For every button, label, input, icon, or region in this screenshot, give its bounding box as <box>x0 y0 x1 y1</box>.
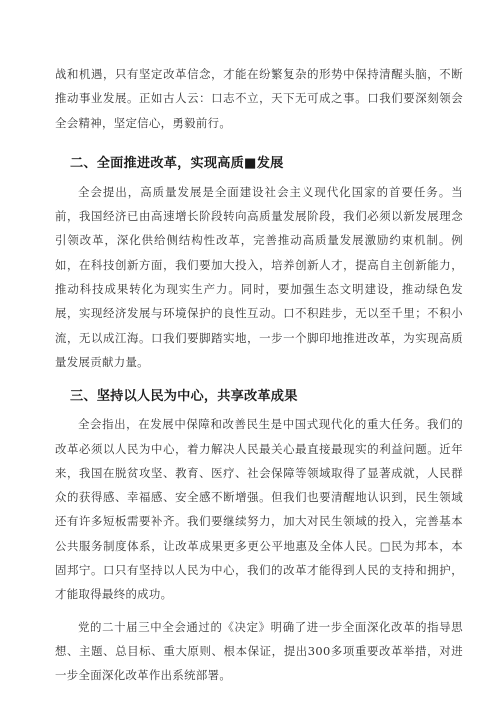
paragraph-people-centered: 全会指出，在发展中保障和改善民生是中国式现代化的重大任务。我们的改革必须以人民为中心，着力解决人民最关心最直接最现实的利益问题。近年来，我国在脱贫攻坚、教育、医疗、社会保障等领域取得了显著成就，人民群众的获得感、幸福感、安全感不断增强。但我们也要清醒地认识到，民生领域还有许多短板需要补齐。我们要继续努力，加大对民生领域的投入，完善基本公共服务制度体系，让改革成果更多更公平地惠及全体人民。□民为邦本，本固邦宁。口只有坚持以人民为中心，我们的改革才能得到人民的支持和拥护，才能取得最终的成功。 <box>55 417 463 602</box>
section-heading-2: 二、全面推进改革，实现高质■发展 <box>70 155 284 171</box>
document-body <box>55 62 463 688</box>
paragraph-decision-summary: 党的二十届三中全会通过的《决定》明确了进一步全面深化改革的指导思想、主题、总目标、重大原则、根本保证，提出300多项重要改革举措，对进一步全面深化改革作出系统部署。 <box>55 619 463 683</box>
section-heading-3: 三、坚持以人民为中心，共享改革成果 <box>70 389 298 405</box>
paragraph-intro-continued: 战和机遇，只有坚定改革信念，才能在纷繁复杂的形势中保持清醒头脑，不断推动事业发展。正如古人云：口志不立，天下无可成之事。口我们要深刻领会全会精神，坚定信心，勇毅前行。 <box>55 67 463 130</box>
paragraph-high-quality-development: 全会提出，高质量发展是全面建设社会主义现代化国家的首要任务。当前，我国经济已由高速增长阶段转向高质量发展阶段，我们必须以新发展理念引领改革，深化供给侧结构性改革，完善推动高质量发展激励约束机制。例如，在科技创新方面，我们要加大投入，培养创新人才，提高自主创新能力，推动科技成果转化为现实生产力。同时，要加强生态文明建设，推动绿色发展，实现经济发展与环境保护的良性互动。口不积跬步，无以至千里；不积小流，无以成江海。口我们要脚踏实地，一步一个脚印地推进改革，为实现高质量发展贡献力量。 <box>55 184 463 369</box>
